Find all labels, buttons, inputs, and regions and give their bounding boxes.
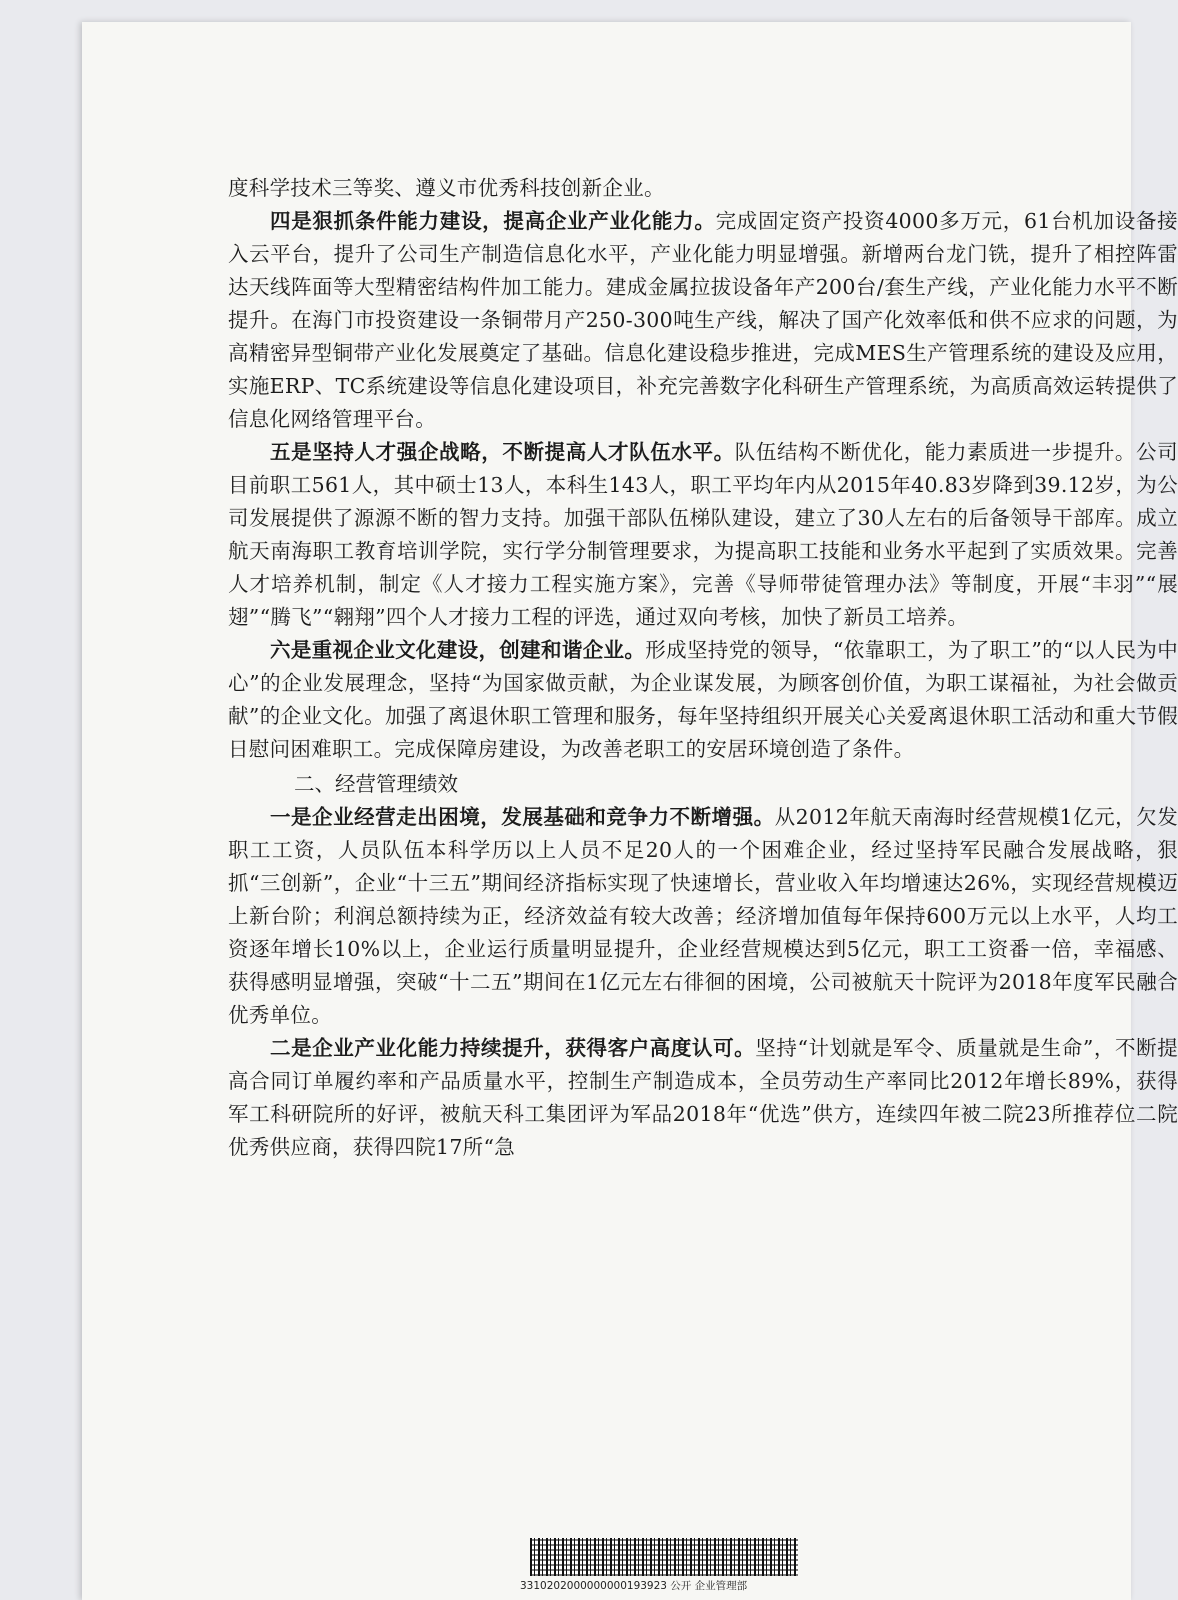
paragraph-6-lead: 二是企业产业化能力持续提升，获得客户高度认可。 <box>270 1036 756 1060</box>
paragraph-2-lead: 四是狠抓条件能力建设，提高企业产业化能力。 <box>270 209 716 233</box>
section-heading: 二、经营管理绩效 <box>294 772 458 796</box>
paragraph-2: 四是狠抓条件能力建设，提高企业产业化能力。完成固定资产投资4000多万元，61台机加设备接入云平台，提升了公司生产制造信息化水平，产业化能力明显增强。新增两台龙门铣，提升了相控阵雷达天线阵面等大型精密结构件加工能力。建成金属拉拔设备年产200台/套生产线，产业化能力水平不断提升。在海门市投资建设一条铜带月产250-300吨生产线，解决了国产化效率低和供不应求的问题，为高精密异型铜带产业化发展奠定了基础。信息化建设稳步推进，完成MES生产管理系统的建设及应用，实施ERP、TC系统建设等信息化建设项目，补充完善数字化科研生产管理系统，为高质高效运转提供了信息化网络管理平台。 <box>228 209 1178 431</box>
barcode-text: 3310202000000000193923 公开 企业管理部 <box>520 1580 748 1592</box>
paragraph-4: 六是重视企业文化建设，创建和谐企业。形成坚持党的领导，“依靠职工，为了职工”的“以人民为中心”的企业发展理念，坚持“为国家做贡献，为企业谋发展，为顾客创价值，为职工谋福祉，为社会做贡献”的企业文化。加强了离退休职工管理和服务，每年坚持组织开展关心关爱离退休职工活动和重大节假日慰问困难职工。完成保障房建设，为改善老职工的安居环境创造了条件。 <box>228 638 1178 761</box>
paragraph-3-lead: 五是坚持人才强企战略，不断提高人才队伍水平。 <box>270 440 735 464</box>
barcode-footer <box>520 1538 830 1598</box>
paragraph-5-lead: 一是企业经营走出困境，发展基础和竞争力不断增强。 <box>270 805 775 829</box>
document-page <box>82 22 1178 1600</box>
paragraph-1: 度科学技术三等奖、遵义市优秀科技创新企业。 <box>228 176 665 200</box>
paragraph-5: 一是企业经营走出困境，发展基础和竞争力不断增强。从2012年航天南海时经营规模1亿元，欠发职工工资，人员队伍本科学历以上人员不足20人的一个困难企业，经过坚持军民融合发展战略，狠抓“三创新”，企业“十三五”期间经济指标实现了快速增长，营业收入年均增速达26%，实现经营规模迈上新台阶；利润总额持续为正，经济效益有较大改善；经济增加值每年保持600万元以上水平，人均工资逐年增长10%以上，企业运行质量明显提升，企业经营规模达到5亿元，职工工资番一倍，幸福感、获得感明显增强，突破“十二五”期间在1亿元左右徘徊的困境，公司被航天十院评为2018年度军民融合优秀单位。 <box>228 805 1178 1027</box>
barcode-image <box>530 1538 798 1576</box>
document-body <box>228 172 1178 1164</box>
paragraph-6: 二是企业产业化能力持续提升，获得客户高度认可。坚持“计划就是军令、质量就是生命”，不断提高合同订单履约率和产品质量水平，控制生产制造成本，全员劳动生产率同比2012年增长89%，获得军工科研院所的好评，被航天科工集团评为军品2018年“优选”供方，连续四年被二院23所推荐位二院优秀供应商，获得四院17所“急 <box>228 1036 1178 1159</box>
paragraph-3: 五是坚持人才强企战略，不断提高人才队伍水平。队伍结构不断优化，能力素质进一步提升。公司目前职工561人，其中硕士13人，本科生143人，职工平均年内从2015年40.83岁降到39.12岁，为公司发展提供了源源不断的智力支持。加强干部队伍梯队建设，建立了30人左右的后备领导干部库。成立航天南海职工教育培训学院，实行学分制管理要求，为提高职工技能和业务水平起到了实质效果。完善人才培养机制，制定《人才接力工程实施方案》，完善《导师带徒管理办法》等制度，开展“丰羽”“展翅”“腾飞”“翱翔”四个人才接力工程的评选，通过双向考核，加快了新员工培养。 <box>228 440 1178 629</box>
paragraph-4-lead: 六是重视企业文化建设，创建和谐企业。 <box>270 638 646 662</box>
